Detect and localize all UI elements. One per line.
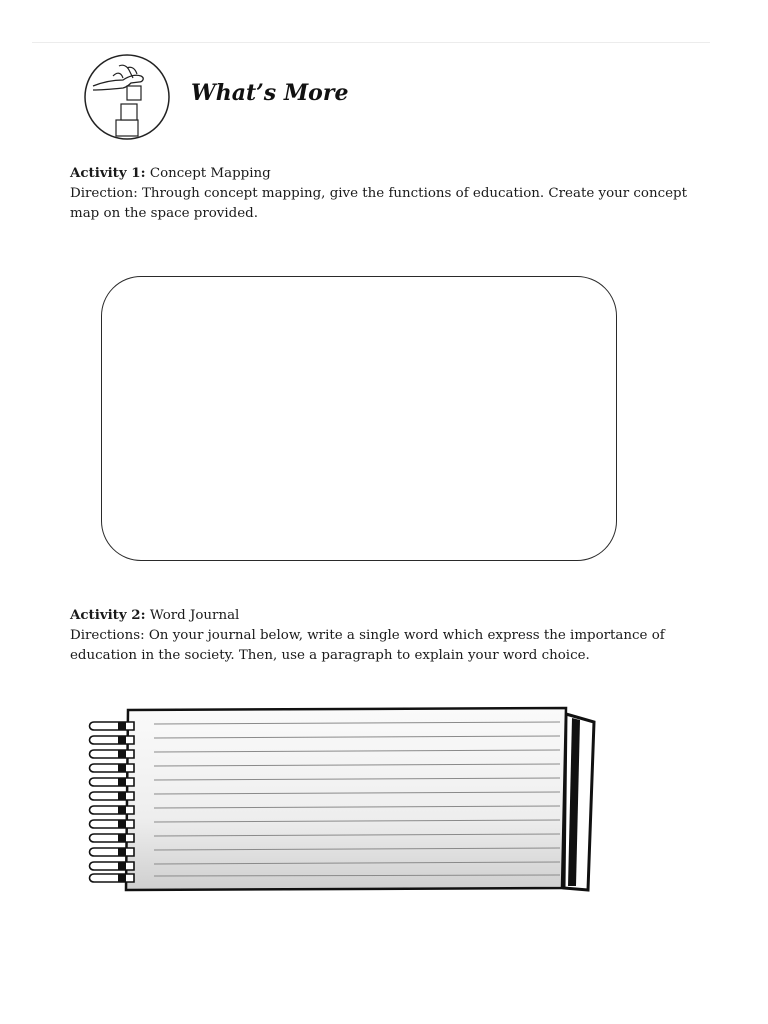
activity-2-label: Activity 2: <box>70 607 146 623</box>
section-title: What’s More <box>191 80 349 106</box>
page-top-rule <box>32 42 710 43</box>
activity-1-label: Activity 1: <box>70 165 146 181</box>
hand-stacking-blocks-icon <box>83 52 171 142</box>
concept-map-area[interactable] <box>101 276 617 561</box>
activity-2-direction: Directions: On your journal below, write a single word which express the importance of education in the society. Then, use a paragraph to explain your word choice. <box>70 628 665 663</box>
activity-2-heading <box>70 605 710 626</box>
activity-2 <box>70 605 710 666</box>
spiral-notebook-icon[interactable] <box>88 700 604 896</box>
activity-1-heading <box>70 163 710 184</box>
activity-1-direction: Direction: Through concept mapping, give the functions of education. Create your concept map on the space provided. <box>70 186 687 221</box>
activity-1 <box>70 163 710 224</box>
activity-2-name: Word Journal <box>149 608 240 623</box>
activity-1-name: Concept Mapping <box>149 166 271 181</box>
